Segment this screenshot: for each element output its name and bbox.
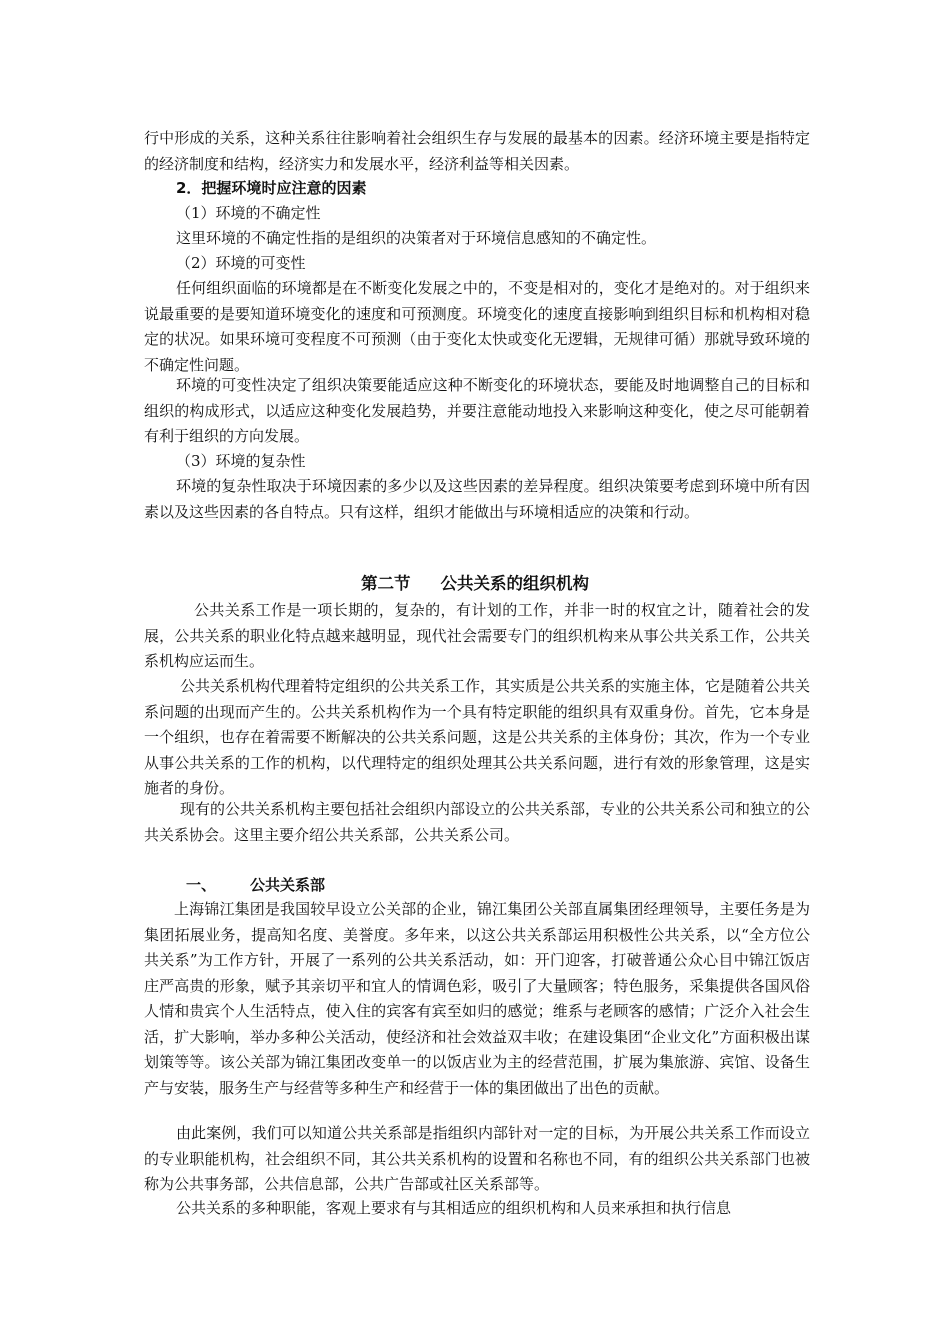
paragraph-variability-2: 环境的可变性决定了组织决策要能适应这种不断变化的环境状态，要能及时地调整自己的目标和组织的构成形式，以适应这种变化发展趋势，并要注意能动地投入来影响这种变化，使之尽可能朝着有利于组织的方向发展。 <box>144 376 810 445</box>
paragraph-complexity: 环境的复杂性取决于环境因素的多少以及这些因素的差异程度。组织决策要考虑到环境中所有因素以及这些因素的各自特点。只有这样，组织才能做出与环境相适应的决策和行动。 <box>144 477 810 521</box>
paragraph-economic-env: 行中形成的关系，这种关系往往影响着社会组织生存与发展的最基本的因素。经济环境主要是指特定的经济制度和结构，经济实力和发展水平，经济利益等相关因素。 <box>144 129 810 173</box>
subsection-number: 一、 <box>186 876 217 894</box>
subheading-variability: （2）环境的可变性 <box>176 254 306 272</box>
paragraph-case-conclusion: 由此案例，我们可以知道公共关系部是指组织内部针对一定的目标，为开展公共关系工作而设立的专业职能机构，社会组织不同，其公共关系机构的设置和名称也不同，有的组织公共关系部门也被称为公共事务部，公共信息部，公共广告部或社区关系部等。 <box>144 1124 810 1193</box>
subheading-uncertainty: （1）环境的不确定性 <box>176 204 321 222</box>
section-number: 第二节 <box>361 574 411 593</box>
paragraph-pr-functions: 公共关系的多种职能，客观上要求有与其相适应的组织机构和人员来承担和执行信息 <box>176 1199 732 1217</box>
subheading-complexity: （3）环境的复杂性 <box>176 452 306 470</box>
paragraph-variability-1: 任何组织面临的环境都是在不断变化发展之中的，不变是相对的，变化才是绝对的。对于组织来说最重要的是要知道环境变化的速度和可预测度。环境变化的速度直接影响到组织目标和机构相对稳定的状况。如果环境可变程度不可预测（由于变化太快或变化无逻辑，无规律可循）那就导致环境的不确定性问题。 <box>144 279 810 374</box>
paragraph-jinjiang-case: 上海锦江集团是我国较早设立公关部的企业，锦江集团公关部直属集团经理领导，主要任务是为集团拓展业务，提高知名度、美誉度。多年来，以这公共关系部运用积极性公共关系，以“全方位公共关系”为工作方针，开展了一系列的公共关系活动，如：开门迎客，打破普通公众心目中锦江饭店庄严高贵的形象，赋予其亲切平和宜人的情调色彩，吸引了大量顾客；特色服务，采集提供各国风俗人情和贵宾个人生活特点，使入住的宾客有宾至如归的感觉；维系与老顾客的感情；广泛介入社会生活，扩大影响，举办多种公关活动，使经济和社会效益双丰收；在建设集团“企业文化”方面积极出谋划策等等。该公关部为锦江集团改变单一的以饭店业为主的经营范围，扩展为集旅游、宾馆、设备生产与安装，服务生产与经营等多种生产和经营于一体的集团做出了出色的贡献。 <box>144 900 810 1097</box>
subsection-name: 公共关系部 <box>250 876 326 894</box>
paragraph-uncertainty: 这里环境的不确定性指的是组织的决策者对于环境信息感知的不确定性。 <box>176 229 657 247</box>
paragraph-pr-types: 现有的公共关系机构主要包括社会组织内部设立的公共关系部，专业的公共关系公司和独立的公共关系协会。这里主要介绍公共关系部，公共关系公司。 <box>144 800 811 844</box>
paragraph-pr-work: 公共关系工作是一项长期的，复杂的，有计划的工作，并非一时的权宜之计，随着社会的发展，公共关系的职业化特点越来越明显，现代社会需要专门的组织机构来从事公共关系工作，公共关系机构应运而生。 <box>144 601 810 670</box>
heading-env-factors: 2．把握环境时应注意的因素 <box>176 179 367 197</box>
section-title <box>0 571 950 597</box>
section-name: 公共关系的组织机构 <box>440 574 589 593</box>
subsection-heading-pr-department <box>186 873 325 898</box>
paragraph-pr-agency: 公共关系机构代理着特定组织的公共关系工作，其实质是公共关系的实施主体，它是随着公共关系问题的出现而产生的。公共关系机构作为一个具有特定职能的组织具有双重身份。首先，它本身是一个组织，也存在着需要不断解决的公共关系问题，这是公共关系的主体身份；其次，作为一个专业从事公共关系的工作的机构，以代理特定的组织处理其公共关系问题，进行有效的形象管理，这是实施者的身份。 <box>144 677 811 797</box>
